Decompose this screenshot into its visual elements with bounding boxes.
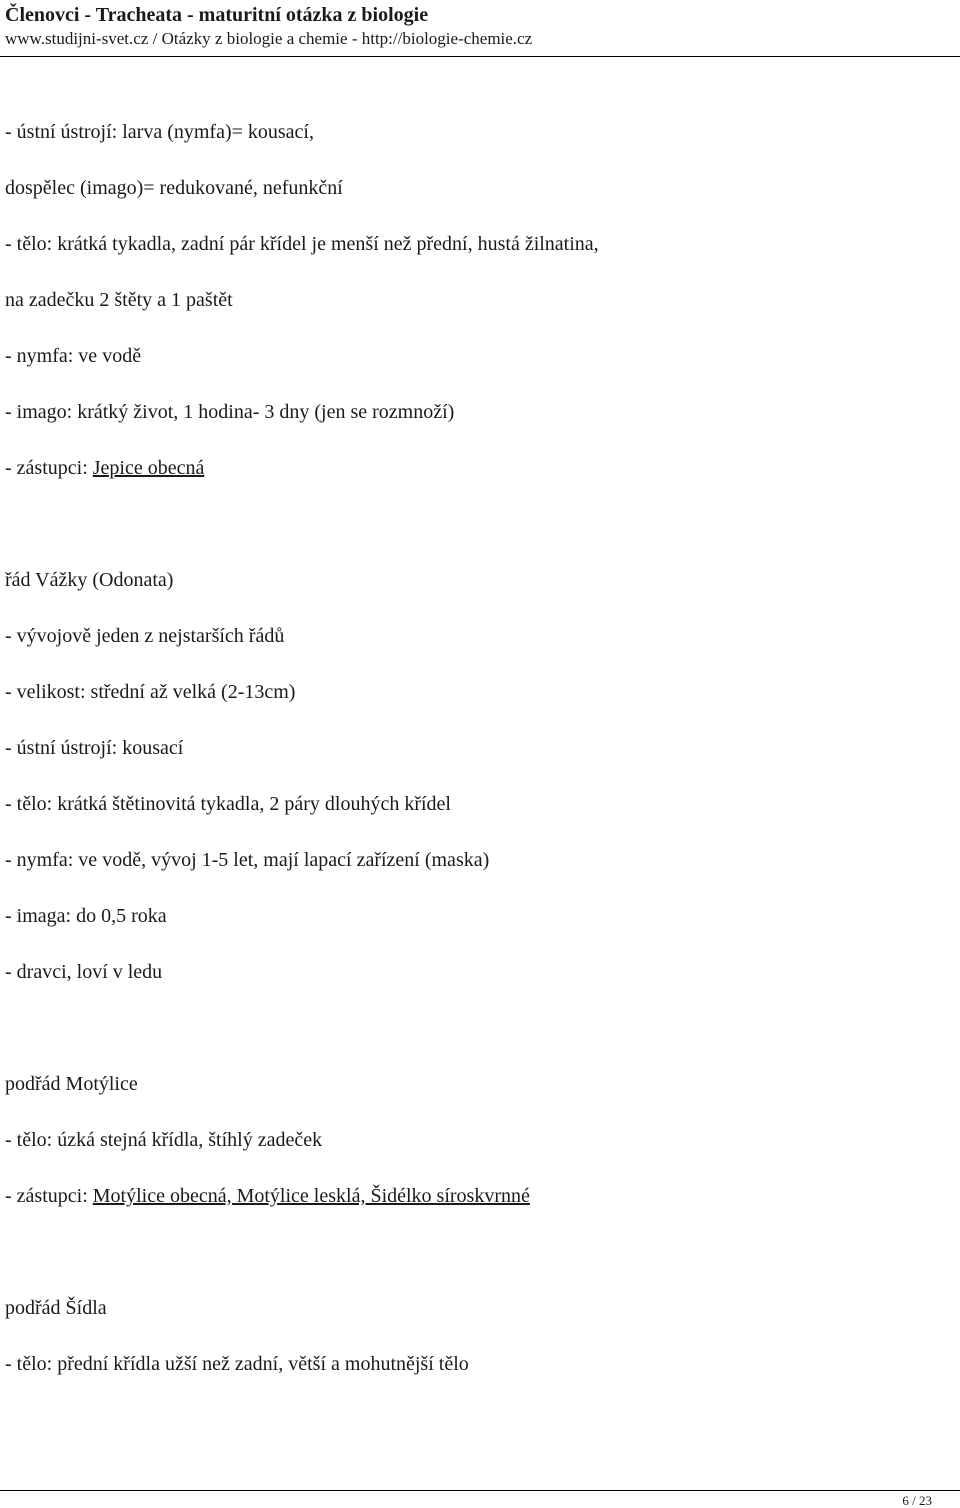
text-line-label: - zástupci: (5, 1185, 93, 1207)
section-heading-motylice: podřád Motýlice (5, 1073, 138, 1095)
text-line: - vývojově jeden z nejstarších řádů (5, 625, 285, 647)
source-line: www.studijni-svet.cz / Otázky z biologie a chemie - http://biologie-chemie.cz (5, 29, 533, 48)
text-line: - imago: krátký život, 1 hodina- 3 dny (jen se rozmnoží) (5, 401, 455, 423)
text-line: - ústní ústrojí: larva (nymfa)= kousací, (5, 121, 314, 143)
text-line: - tělo: krátká štětinovitá tykadla, 2 páry dlouhých křídel (5, 793, 451, 815)
species-link-motylice[interactable]: Motýlice obecná, Motýlice lesklá, Šidélko síroskvrnné (92, 1185, 530, 1207)
text-line: dospělec (imago)= redukované, nefunkční (5, 177, 343, 199)
text-line: - nymfa: ve vodě (5, 345, 142, 367)
document-title: Členovci - Tracheata - maturitní otázka z biologie (5, 4, 429, 26)
text-line: na zadečku 2 štěty a 1 paštět (5, 289, 233, 311)
footer-divider (0, 1490, 960, 1491)
species-link-jepice[interactable]: Jepice obecná (92, 457, 205, 479)
page-header (0, 0, 960, 57)
page-number: 6 / 23 (902, 1493, 932, 1508)
text-line: - ústní ústrojí: kousací (5, 737, 184, 759)
text-line: - tělo: přední křídla užší než zadní, větší a mohutnější tělo (5, 1353, 469, 1375)
text-line (5, 456, 204, 480)
section-heading-sidla: podřád Šídla (5, 1297, 107, 1319)
text-line: - velikost: střední až velká (2-13cm) (5, 681, 296, 703)
text-line: - tělo: krátká tykadla, zadní pár křídel je menší než přední, hustá žilnatina, (5, 233, 599, 255)
text-line: - imaga: do 0,5 roka (5, 905, 167, 927)
text-line: - dravci, loví v ledu (5, 961, 163, 983)
text-line (5, 1184, 530, 1208)
text-line: - nymfa: ve vodě, vývoj 1-5 let, mají lapací zařízení (maska) (5, 849, 490, 871)
section-heading-vazky: řád Vážky (Odonata) (5, 569, 174, 591)
text-line: - tělo: úzká stejná křídla, štíhlý zadeček (5, 1129, 323, 1151)
text-line-label: - zástupci: (5, 457, 93, 479)
